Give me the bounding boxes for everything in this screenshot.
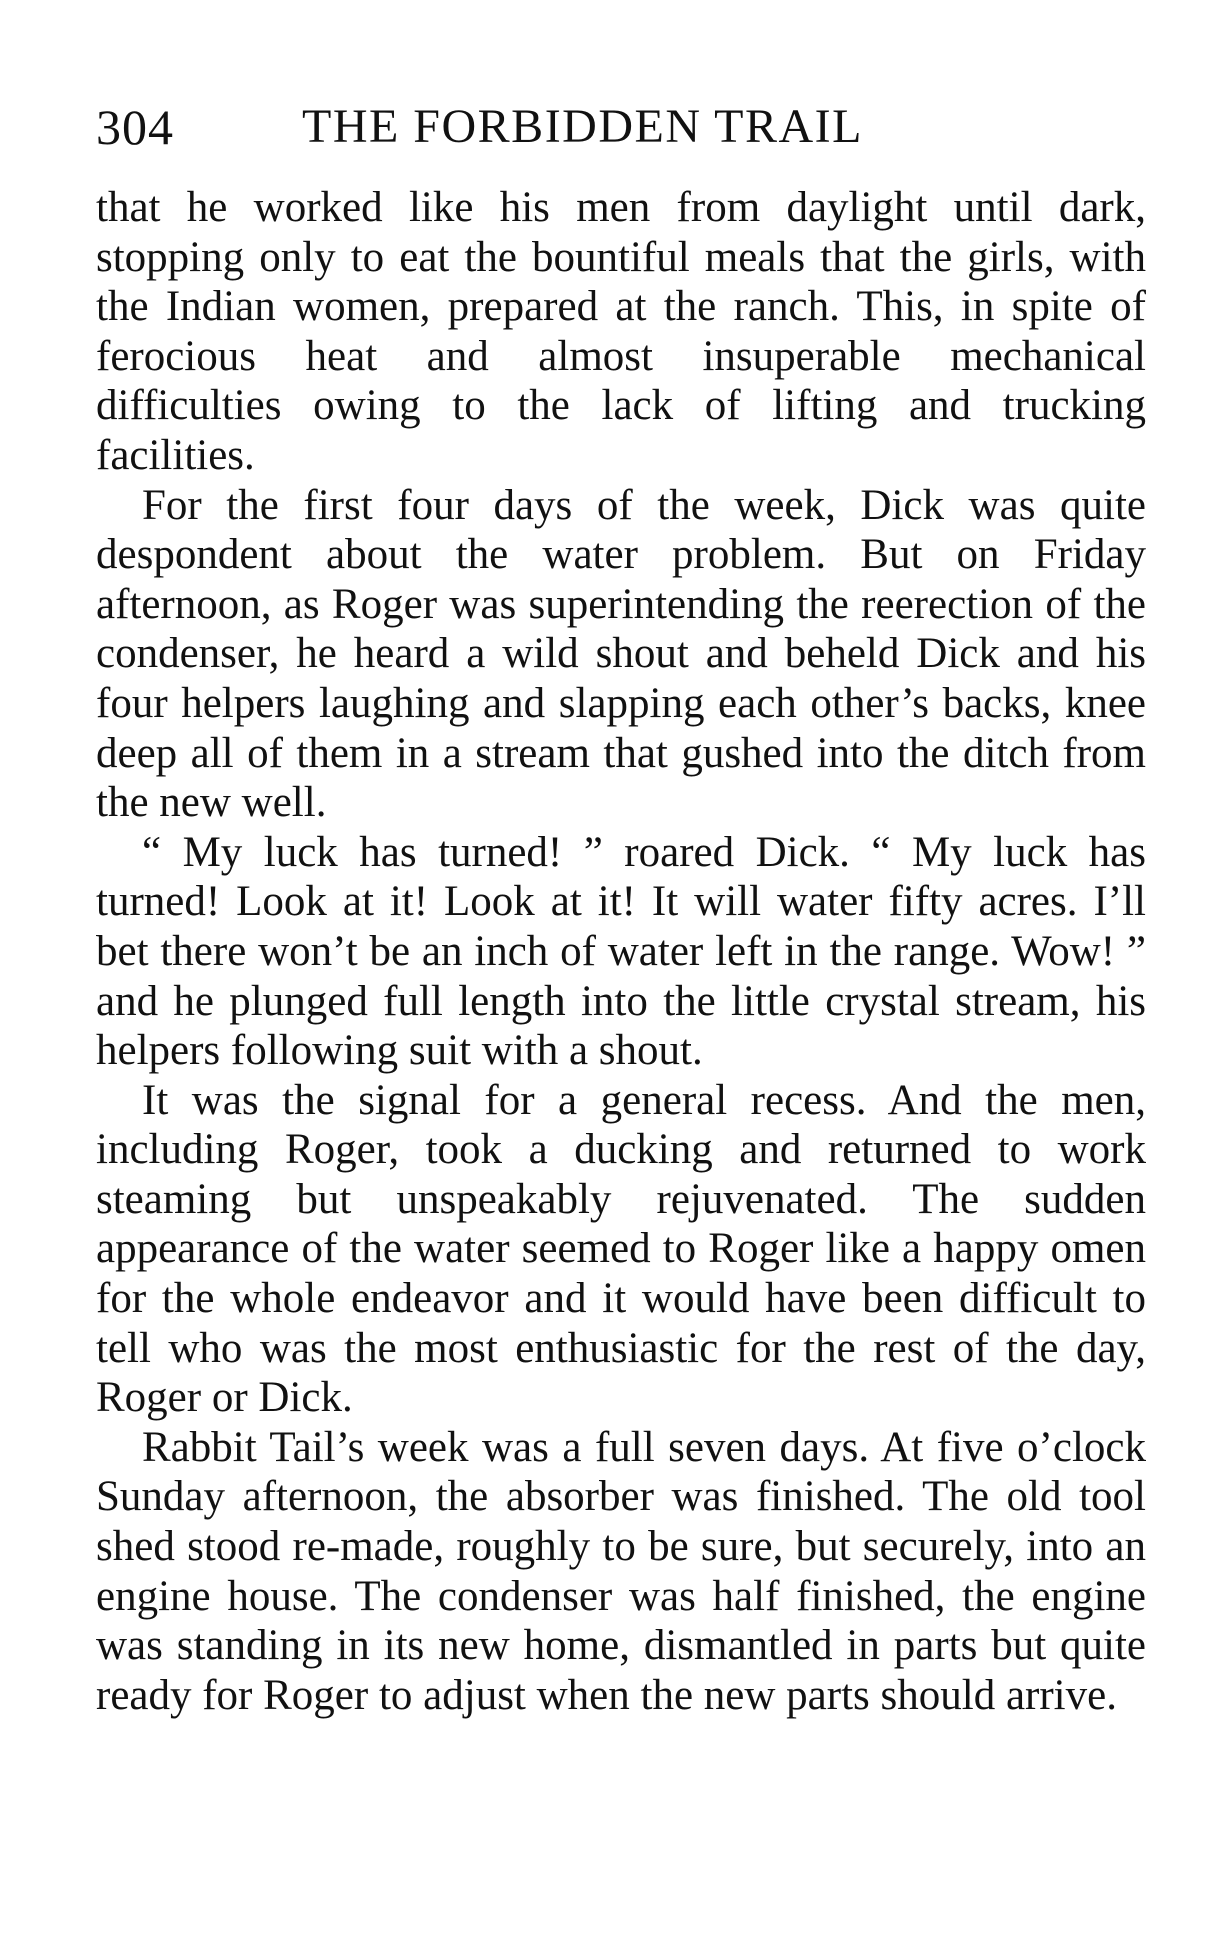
- paragraph-2: For the first four days of the week, Dick was quite despondent about the water problem. But on Friday afternoon, as Roger was superintending the reerection of the condenser, he heard a wild shout and beheld Dick and his four helpers laughing and slapping each other’s backs, knee deep all of them in a stream that gushed into the ditch from the new well.: [96, 481, 1146, 827]
- paragraph-5: Rabbit Tail’s week was a full seven days. At five o’clock Sunday afternoon, the absorber was finished. The old tool shed stood re-made, roughly to be sure, but securely, into an engine house. The condenser was half finished, the engine was standing in its new home, dismantled in parts but quite ready for Roger to adjust when the new parts should arrive.: [96, 1423, 1146, 1719]
- running-head: [96, 92, 1140, 162]
- page-number: 304: [96, 99, 174, 155]
- paragraph-4: It was the signal for a general recess. And the men, including Roger, took a ducking and returned to work steaming but unspeakably rejuvenated. The sudden appearance of the water seemed to Roger like a happy omen for the whole endeavor and it would have been difficult to tell who was the most enthusiastic for the rest of the day, Roger or Dick.: [96, 1076, 1146, 1422]
- body-text: [96, 183, 1146, 1720]
- paragraph-1: that he worked like his men from daylight until dark, stopping only to eat the bountiful meals that the girls, with the Indian women, prepared at the ranch. This, in spite of ferocious heat and almost insuperable mechanical difficulties owing to the lack of lifting and trucking facilities.: [96, 184, 1146, 479]
- paragraph-3: “ My luck has turned! ” roared Dick. “ My luck has turned! Look at it! Look at it! It will water fifty acres. I’ll bet there won’t be an inch of water left in the range. Wow! ” and he plunged full length into the little crystal stream, his helpers following suit with a shout.: [96, 828, 1146, 1075]
- running-title: THE FORBIDDEN TRAIL: [302, 100, 863, 153]
